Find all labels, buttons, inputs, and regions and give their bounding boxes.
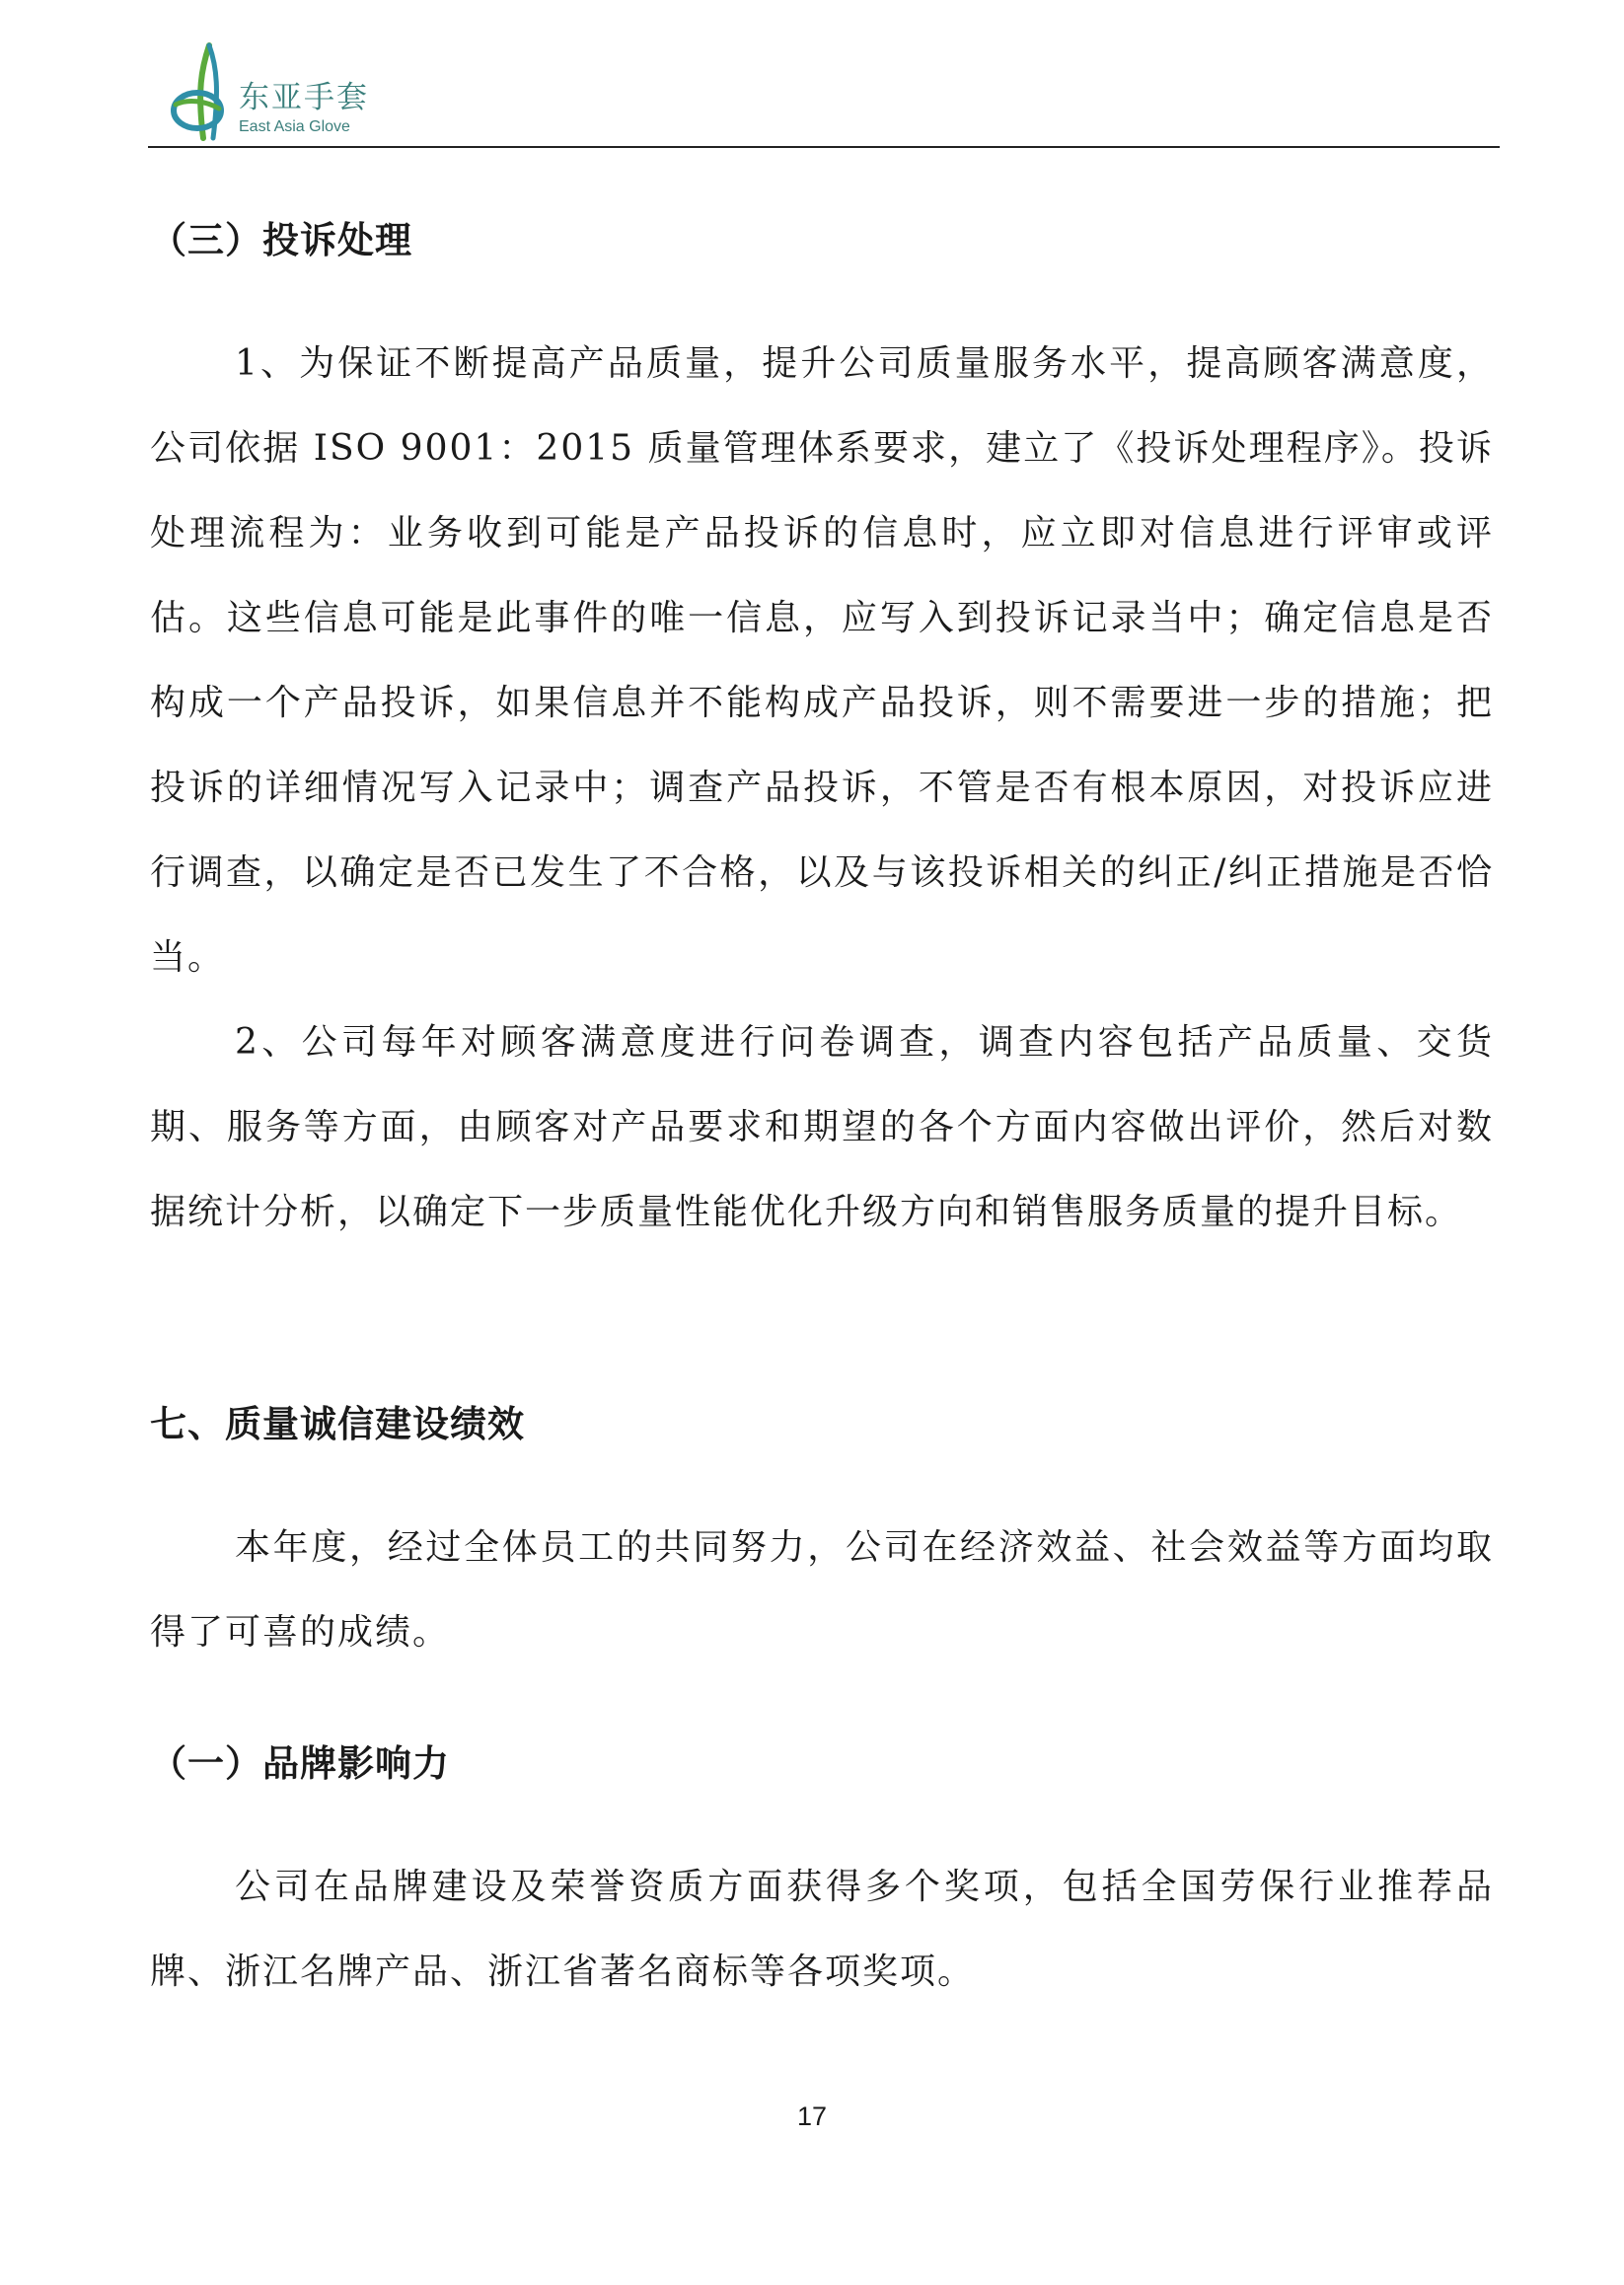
page-number: 17 — [796, 2101, 828, 2131]
logo-english-name: East Asia Glove — [239, 118, 350, 135]
paragraph-satisfaction-survey: 2、公司每年对顾客满意度进行问卷调查，调查内容包括产品质量、交货期、服务等方面，由顾客对产品要求和期望的各个方面内容做出评价，然后对数据统计分析，以确定下一步质量性能优化升级方向和销售服务质量的提升目标。 — [150, 1022, 1494, 1232]
paragraph-brand-awards: 公司在品牌建设及荣誉资质方面获得多个奖项，包括全国劳保行业推荐品牌、浙江名牌产品、浙江省著名商标等各项奖项。 — [150, 1867, 1494, 1992]
logo-chinese-name: 东亚手套 — [239, 80, 369, 115]
header-divider — [148, 146, 1500, 148]
paragraph-complaint-procedure: 1、为保证不断提高产品质量，提升公司质量服务水平，提高顾客满意度，公司依据 ISO 9001：2015 质量管理体系要求，建立了《投诉处理程序》。投诉处理流程为：业务收到可能是产品投诉的信息时，应立即对信息进行评审或评估。这些信息可能是此事件的唯一信息，应写入到投诉记录当中；确定信息是否构成一个产品投诉，如果信息并不能构成产品投诉，则不需要进一步的措施；把投诉的详细情况写入记录中；调查产品投诉，不管是否有根本原因，对投诉应进行调查，以确定是否已发生了不合格，以及与该投诉相关的纠正/纠正措施是否恰当。 — [150, 343, 1494, 978]
east-asia-glove-logo-icon — [158, 39, 247, 148]
paragraph-annual-results: 本年度，经过全体员工的共同努力，公司在经济效益、社会效益等方面均取得了可喜的成绩。 — [150, 1527, 1494, 1653]
page-header — [148, 39, 1500, 150]
section-heading-quality-integrity-performance: 七、质量诚信建设绩效 — [150, 1403, 525, 1445]
section-heading-brand-influence: （一）品牌影响力 — [150, 1742, 450, 1785]
logo-text — [239, 81, 369, 136]
section-heading-complaint-handling: （三）投诉处理 — [150, 219, 412, 261]
